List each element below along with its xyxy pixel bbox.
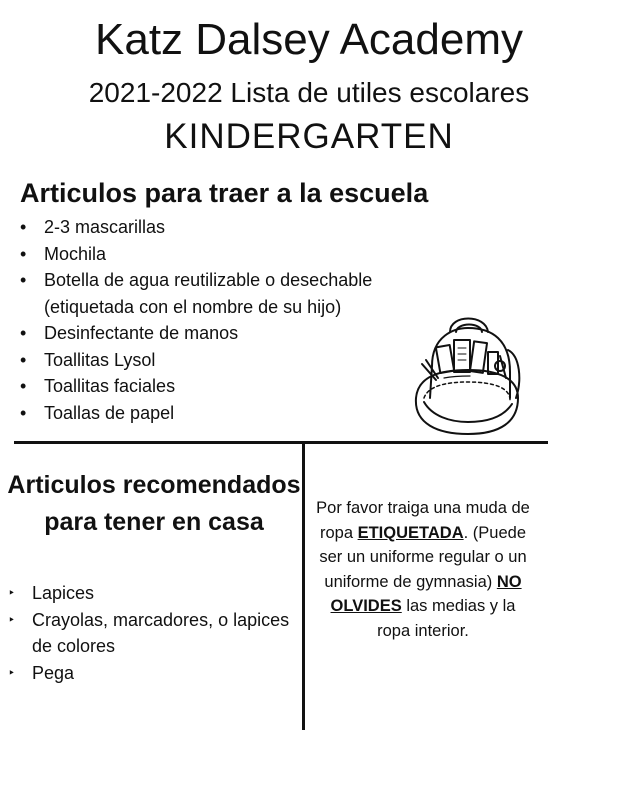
note-emphasis-dont-forget: NO OLVIDES	[330, 572, 522, 615]
list-item: ‣ Crayolas, marcadores, o lapices de colores	[8, 607, 298, 660]
list-item: • Toallitas Lysol	[20, 347, 420, 374]
note-text: las medias y la ropa interior.	[377, 597, 516, 640]
grade-title: KINDERGARTEN	[164, 117, 454, 156]
list-item: • Botella de agua reutilizable o desechable (etiquetada con el nombre de su hijo)	[20, 267, 420, 320]
list-item: • Mochila	[20, 241, 420, 268]
bring-to-school-list	[20, 214, 420, 426]
vertical-divider	[302, 444, 305, 730]
note-text: Por favor traiga una muda de ropa	[316, 499, 530, 542]
note-emphasis-labeled: ETIQUETADA	[357, 523, 464, 542]
school-name: Katz Dalsey Academy	[95, 15, 523, 64]
list-item: • 2-3 mascarillas	[20, 214, 420, 241]
recommended-home-heading: Articulos recomendados para tener en casa	[7, 471, 301, 536]
list-item: ‣ Pega	[8, 660, 298, 687]
note-text: . (Puede ser un uniforme regular o un uniforme de gymnasia)	[319, 523, 527, 591]
list-item: • Toallitas faciales	[20, 373, 420, 400]
list-item: ‣ Lapices	[8, 580, 298, 607]
horizontal-divider	[14, 441, 548, 444]
clothes-note	[312, 496, 534, 643]
list-item: • Toallas de papel	[20, 400, 420, 427]
list-title: 2021-2022 Lista de utiles escolares	[88, 77, 530, 108]
bring-to-school-heading: Articulos para traer a la escuela	[20, 178, 429, 208]
recommended-home-list	[8, 580, 298, 686]
backpack-icon	[404, 306, 528, 440]
list-item: • Desinfectante de manos	[20, 320, 420, 347]
